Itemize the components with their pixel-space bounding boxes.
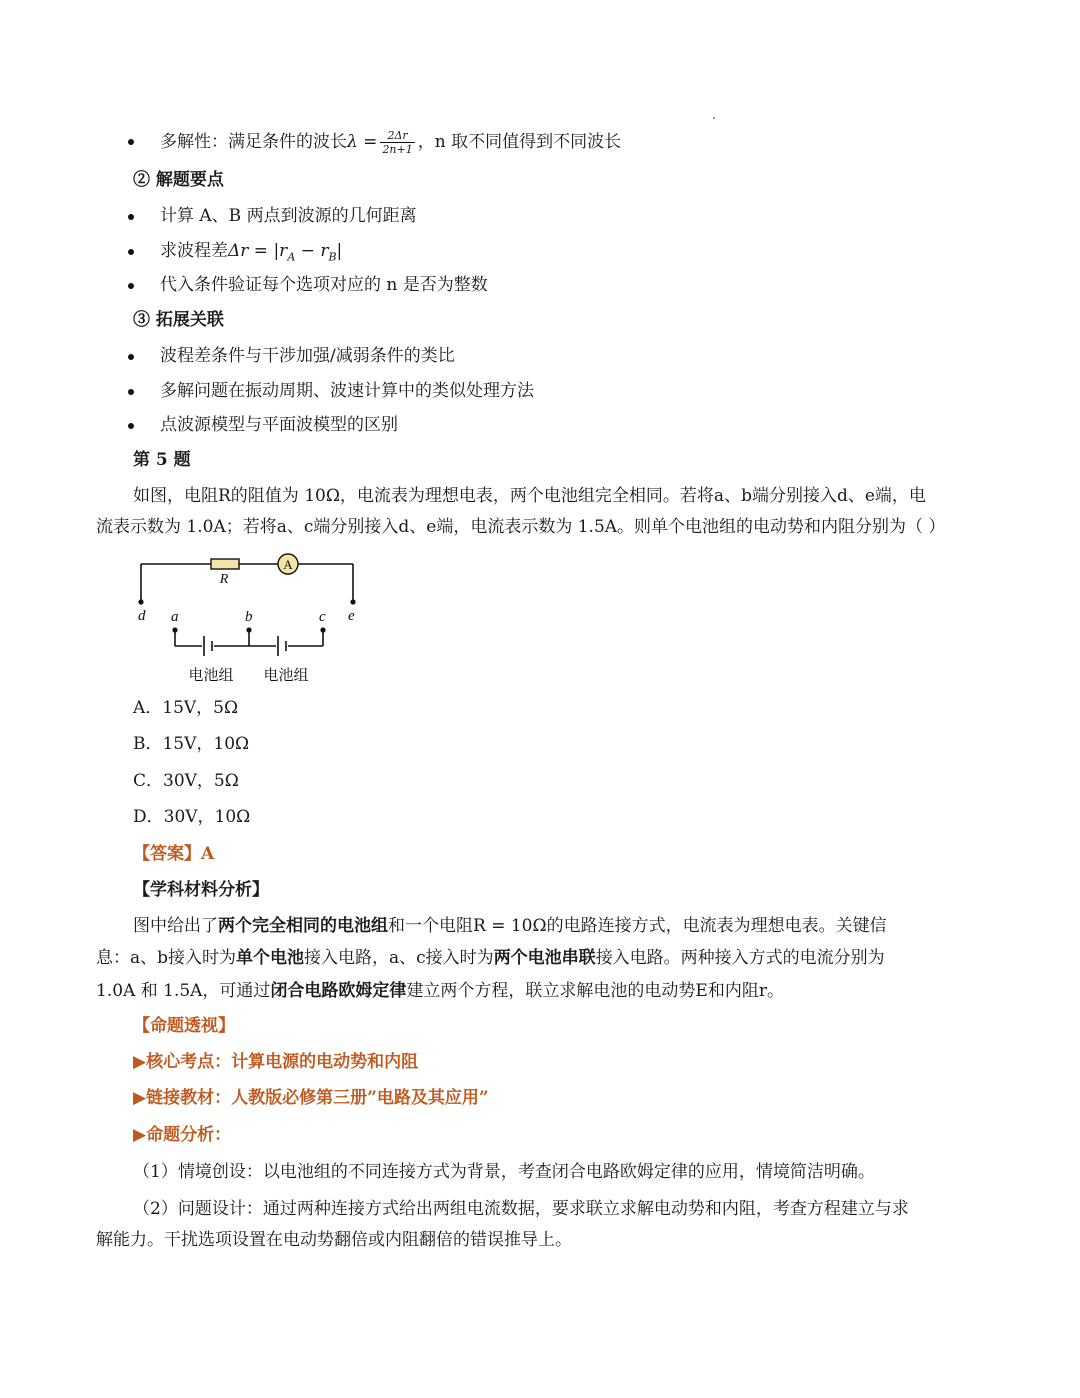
bullet-text: 多解性：满足条件的波长 (160, 132, 347, 152)
analysis-text: 1.0A 和 1.5A，可通过 (96, 981, 271, 1001)
label-e: e (348, 608, 355, 624)
analysis-bold: 闭合电路欧姆定律 (270, 981, 407, 1001)
analysis-text: 建立两个方程，联立求解电池的电动势E和内阻r。 (406, 981, 784, 1001)
bullet-dot (128, 423, 134, 429)
diff-prefix: 求波程差 (160, 241, 228, 261)
textbook-link: ▶链接教材：人教版必修第三册”电路及其应用” (133, 1088, 489, 1108)
scan-dot (713, 117, 715, 119)
analysis-text: 和一个电阻R = 10Ω的电路连接方式，电流表为理想电表。关键信 (388, 916, 887, 936)
label-c: c (319, 609, 326, 625)
fraction-numerator: 2Δr (380, 129, 414, 143)
label-a: a (171, 609, 179, 625)
extension-item: 波程差条件与干涉加强/减弱条件的类比 (160, 346, 455, 366)
analysis-text: 息：a、b接入时为 (96, 948, 237, 968)
answer-value: A (201, 844, 215, 864)
extension-item: 点波源模型与平面波模型的区别 (160, 415, 398, 435)
terminal-a (172, 627, 177, 632)
analysis-item-2a: （2）问题设计：通过两种连接方式给出两组电流数据，要求联立求解电动势和内阻，考查方程建立与求 (133, 1199, 909, 1219)
question-line-2: 流表示数为 1.0A；若将a、c端分别接入d、e端，电流表示数为 1.5A。则单个电池组的电动势和内阻分别为（ ） (96, 517, 946, 537)
point-verify: 代入条件验证每个选项对应的 n 是否为整数 (160, 275, 488, 295)
analysis-text: 图中给出了 (133, 916, 218, 936)
circuit-diagram (120, 550, 380, 690)
answer-label: 【答案】 (133, 844, 201, 864)
fraction-denominator: 2n+1 (382, 143, 413, 156)
bullet-dot (128, 283, 134, 289)
label-b: b (245, 609, 253, 625)
wavelength-fraction (380, 129, 414, 156)
analysis-item-2b: 解能力。干扰选项设置在电动势翻倍或内阻翻倍的错误推导上。 (96, 1230, 572, 1250)
terminal-e (350, 599, 355, 604)
analysis-line-2 (96, 946, 885, 970)
option-c: C．30V，5Ω (133, 771, 239, 791)
analysis-title: 【学科材料分析】 (133, 880, 269, 900)
section-title-extension: ③ 拓展关联 (133, 310, 224, 330)
option-d: D．30V，10Ω (133, 807, 251, 827)
analysis-bold: 两个完全相同的电池组 (218, 916, 388, 936)
analysis-text: 接入电路，a、c接入时为 (304, 948, 494, 968)
terminal-b (246, 627, 251, 632)
question-number: 第 5 题 (133, 450, 191, 470)
point-path-difference (160, 239, 342, 269)
bullet-dot (128, 249, 134, 255)
resistor-label: R (219, 572, 229, 587)
extension-item: 多解问题在振动周期、波速计算中的类似处理方法 (160, 381, 534, 401)
battery2-label: 电池组 (263, 668, 309, 684)
proposition-analysis: ▶命题分析： (133, 1125, 232, 1145)
bullet-dot (128, 354, 134, 360)
sub-a: A (287, 250, 296, 264)
lambda-symbol: λ = (347, 132, 378, 152)
diff-mid: − r (295, 241, 329, 261)
ammeter-label: A (283, 557, 293, 572)
resistor-symbol (211, 559, 239, 569)
battery1-label: 电池组 (188, 668, 234, 684)
analysis-bold: 单个电池 (236, 948, 305, 968)
diff-end: | (336, 241, 343, 261)
point-distance: 计算 A、B 两点到波源的几何距离 (160, 206, 417, 226)
analysis-line-3 (96, 979, 784, 1003)
bullet-dot (128, 139, 134, 145)
core-topic: ▶核心考点：计算电源的电动势和内阻 (133, 1052, 419, 1072)
option-b: B．15V，10Ω (133, 734, 250, 754)
label-d: d (138, 608, 146, 624)
terminal-d (138, 599, 143, 604)
analysis-item-1: （1）情境创设：以电池组的不同连接方式为背景，考查闭合电路欧姆定律的应用，情境简洁明确。 (133, 1162, 875, 1182)
perspective-title: 【命题透视】 (133, 1016, 235, 1036)
bullet-dot (128, 214, 134, 220)
bullet-multi-solution (160, 129, 621, 156)
option-a: A．15V，5Ω (133, 698, 239, 718)
terminal-c (320, 627, 325, 632)
analysis-bold: 两个电池串联 (493, 948, 596, 968)
bullet-suffix: ，n 取不同值得到不同波长 (417, 132, 622, 152)
section-title-key-points: ② 解题要点 (133, 170, 224, 190)
question-line-1: 如图，电阻R的阻值为 10Ω，电流表为理想电表，两个电池组完全相同。若将a、b端分别接入d、e端，电 (133, 486, 926, 506)
analysis-text: 接入电路。两种接入方式的电流分别为 (595, 948, 885, 968)
bullet-dot (128, 389, 134, 395)
diff-formula: Δr = |r (228, 241, 288, 261)
answer-line (133, 842, 214, 866)
analysis-line-1 (133, 914, 887, 938)
sub-b: B (328, 250, 337, 264)
